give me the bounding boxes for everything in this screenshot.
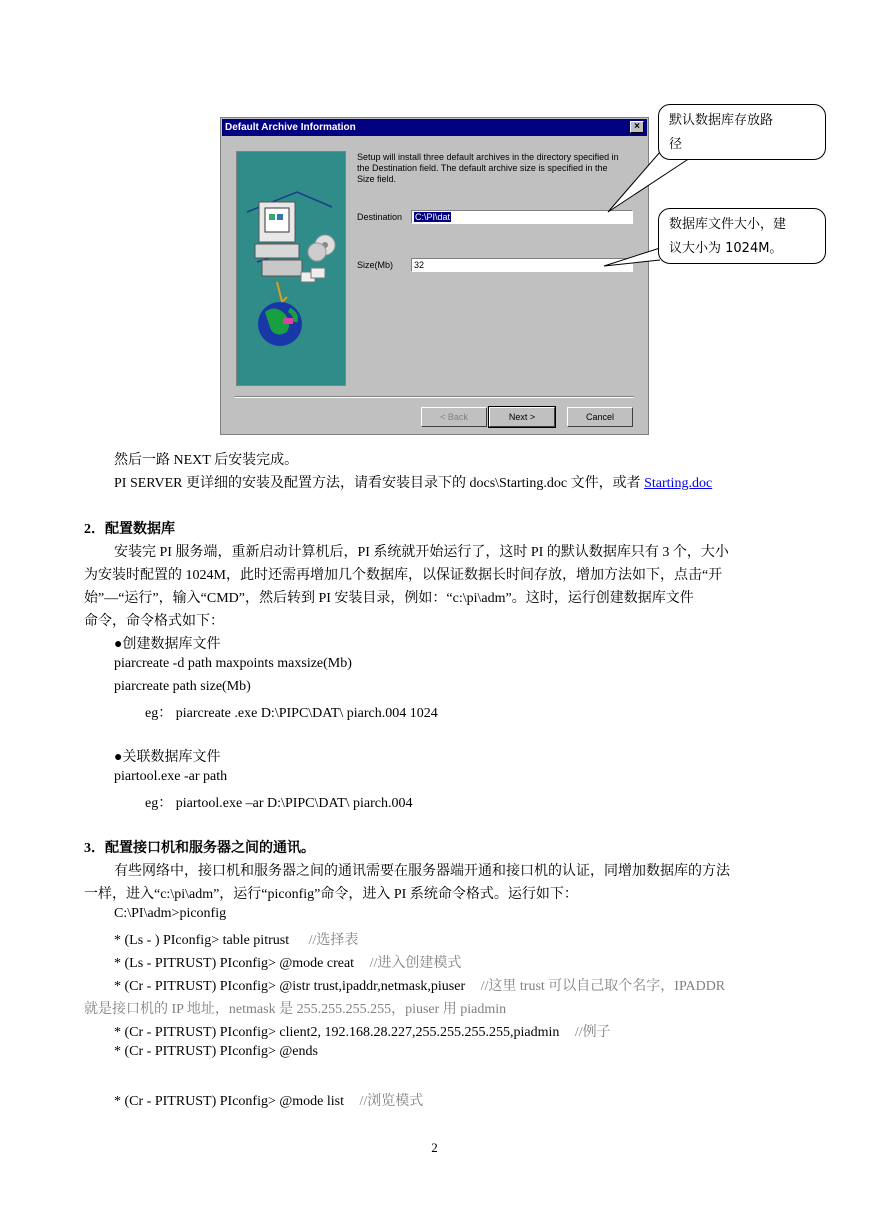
bullet-attach: ●关联数据库文件 <box>114 750 221 765</box>
command-comment: //这里 trust 可以自己取个名字，IPADDR <box>480 979 726 994</box>
paragraph-line: 有些网络中，接口机和服务器之间的通讯需要在服务器端开通和接口机的认证，同增加数据库的方法 <box>114 864 730 879</box>
command-text: * (Cr - PITRUST) PIconfig> client2, 192.168.28.227,255.255.255.255,piadmin <box>114 1025 560 1040</box>
command-line: piarcreate path size(Mb) <box>114 679 251 694</box>
page-number: 2 <box>431 1140 438 1155</box>
callout-path <box>658 104 826 160</box>
paragraph-line: 安装完 PI 服务端，重新启动计算机后，PI 系统就开始运行了，这时 PI 的默认数据库只有 3 个，大小 <box>114 545 729 560</box>
callout-line: 议大小为 1024M。 <box>669 241 783 256</box>
callout-line: 默认数据库存放路 <box>669 113 774 128</box>
intro-line: the Destination field. The default archive size is specified in the <box>357 163 608 173</box>
example-line: eg： piartool.exe –ar D:\PIPC\DAT\ piarch.004 <box>145 796 413 811</box>
destination-value: C:\PI\dat <box>415 212 451 222</box>
paragraph-line: 为安装时配置的 1024M，此时还需再增加几个数据库，以保证数据长时间存放，增加方法如下，点击“开 <box>84 568 723 583</box>
command-line <box>114 1021 611 1041</box>
command-comment: //进入创建模式 <box>369 956 462 971</box>
docs-text: PI SERVER 更详细的安装及配置方法，请看安装目录下的 docs\Starting.doc 文件，或者 <box>114 476 645 491</box>
bullet-create: ●创建数据库文件 <box>114 637 221 652</box>
command-line <box>114 952 461 972</box>
size-value: 32 <box>414 260 425 270</box>
example-line: eg： piarcreate .exe D:\PIPC\DAT\ piarch.004 1024 <box>145 706 438 721</box>
intro-line: Setup will install three default archives in the directory specified in <box>357 152 619 162</box>
callout-line: 径 <box>669 137 683 152</box>
command-line <box>114 929 358 949</box>
docs-reference <box>114 472 712 492</box>
section-heading: 2．配置数据库 <box>84 522 175 537</box>
intro-line: Size field. <box>357 174 397 184</box>
dialog-titlebar <box>222 119 647 136</box>
section-heading: 3．配置接口机和服务器之间的通讯。 <box>84 841 315 856</box>
computer-globe-icon <box>237 152 345 385</box>
command-line: * (Cr - PITRUST) PIconfig> @ends <box>114 1044 318 1059</box>
dialog-separator <box>235 396 634 398</box>
destination-label: Destination <box>357 212 403 222</box>
command-line: piartool.exe -ar path <box>114 769 228 784</box>
command-comment: //例子 <box>574 1025 611 1040</box>
cancel-button[interactable]: Cancel <box>567 407 633 427</box>
paragraph-line: 一样，进入“c:\pi\adm”，运行“piconfig”命令，进入 PI 系统命令格式。运行如下： <box>84 887 578 902</box>
paragraph-line: 命令，命令格式如下： <box>84 614 224 629</box>
callout-size <box>658 208 826 264</box>
callout-line: 数据库文件大小，建 <box>669 217 787 232</box>
command-comment: //浏览模式 <box>359 1094 424 1109</box>
command-text: * (Ls - PITRUST) PIconfig> @mode creat <box>114 956 355 971</box>
next-button[interactable]: Next > <box>489 407 555 427</box>
dialog-intro <box>357 152 619 185</box>
command-line <box>114 1090 423 1110</box>
starting-doc-link[interactable]: Starting.doc <box>644 476 713 491</box>
setup-illustration <box>236 151 346 386</box>
paragraph-line: 始”—“运行”，输入“CMD”，然后转到 PI 安装目录，例如：“c:\pi\adm”。这时，运行创建数据库文件 <box>84 591 694 606</box>
command-comment: 就是接口机的 IP 地址，netmask 是 255.255.255.255，piuser 用 piadmin <box>84 1002 507 1017</box>
command-line: piarcreate -d path maxpoints maxsize(Mb) <box>114 656 352 671</box>
command-text: * (Cr - PITRUST) PIconfig> @mode list <box>114 1094 344 1109</box>
dialog-title: Default Archive Information <box>225 122 356 133</box>
command-text: * (Ls - ) PIconfig> table pitrust <box>114 933 290 948</box>
close-icon[interactable]: × <box>630 121 644 133</box>
command-comment: //选择表 <box>308 933 359 948</box>
archive-dialog <box>220 117 649 435</box>
install-done-text: 然后一路 NEXT 后安装完成。 <box>114 453 299 468</box>
command-line <box>114 975 725 995</box>
size-label: Size(Mb) <box>357 260 394 270</box>
command-text: * (Cr - PITRUST) PIconfig> @istr trust,ipaddr,netmask,piuser <box>114 979 466 994</box>
command-line: C:\PI\adm>piconfig <box>114 906 227 921</box>
back-button[interactable]: < Back <box>421 407 487 427</box>
